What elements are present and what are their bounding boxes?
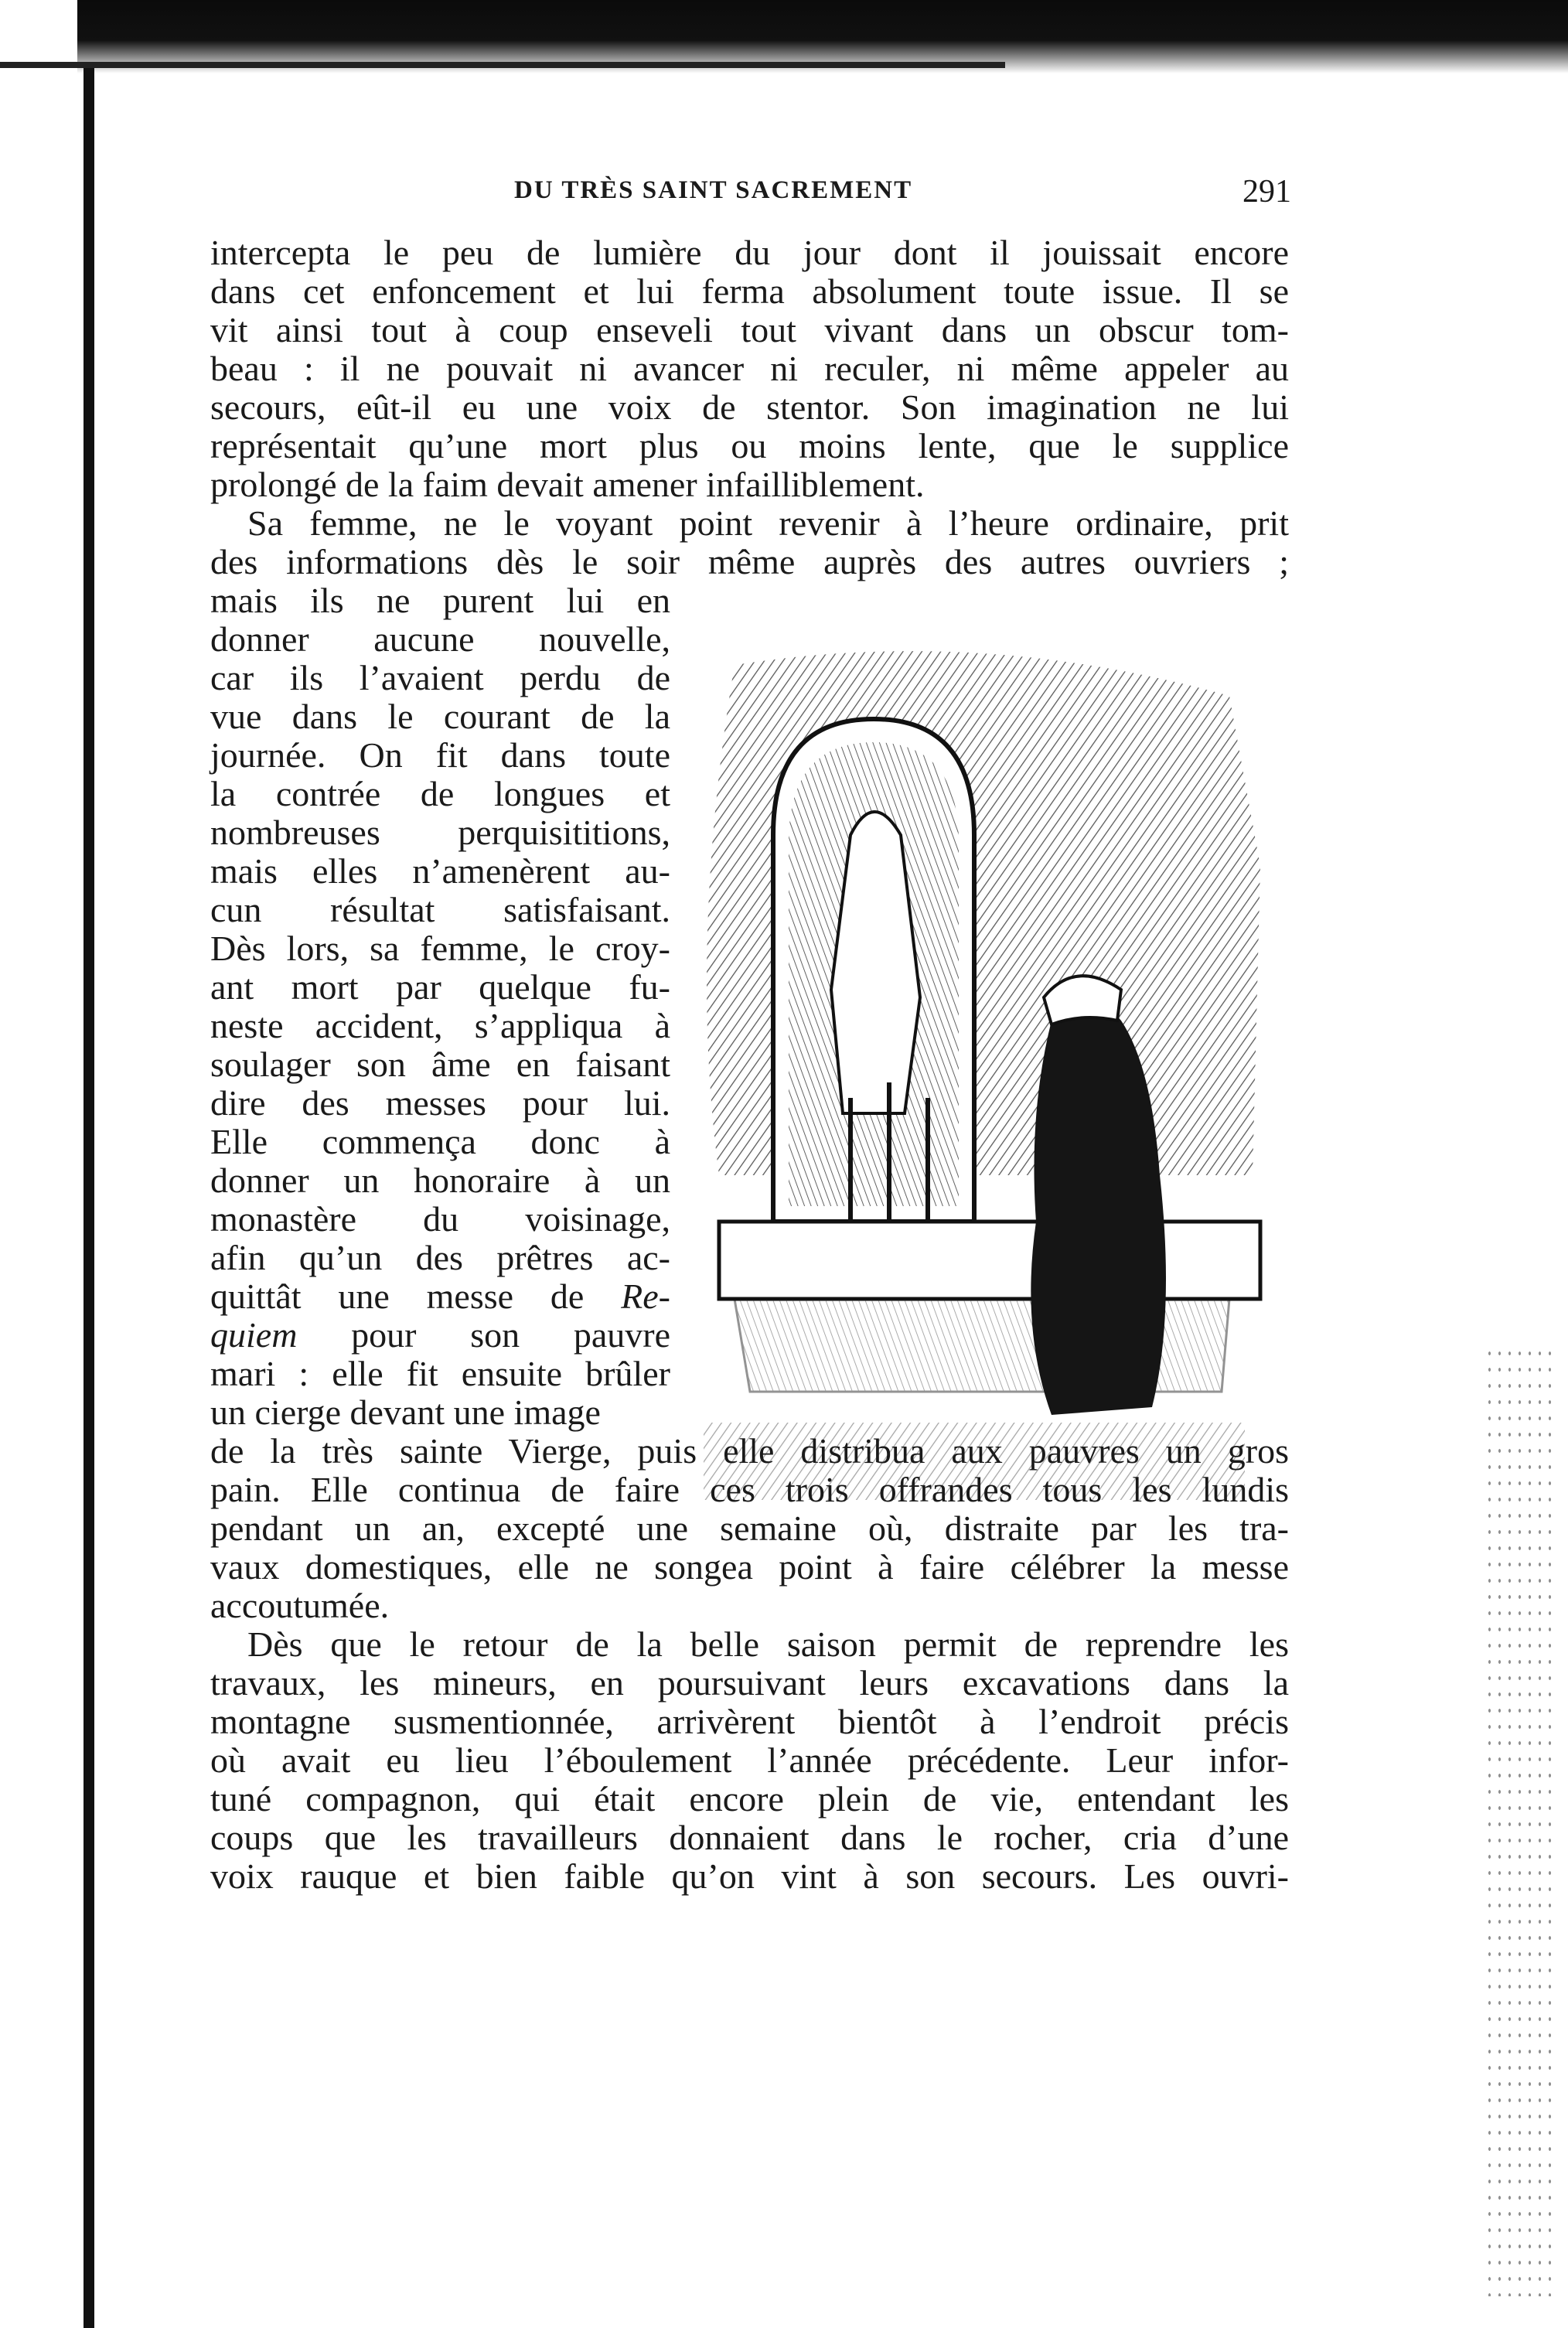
text-line: prolongé de la faim devait amener infailliblement.	[210, 465, 925, 504]
text-line: vaux domestiques, elle ne songea point à faire célébrer la messe	[210, 1547, 1289, 1587]
text-line: nombreuses perquisititions,	[210, 813, 670, 852]
text-line: mari : elle fit ensuite brûler	[210, 1354, 670, 1393]
text-line: mais elles n’amenèrent au-	[210, 851, 670, 891]
text-line: où avait eu lieu l’éboulement l’année précédente. Leur infor-	[210, 1740, 1289, 1780]
text-line: accoutumée.	[210, 1586, 390, 1625]
text-line: montagne susmentionnée, arrivèrent bientôt à l’endroit précis	[210, 1702, 1289, 1741]
text-line: donner aucune nouvelle,	[210, 619, 670, 659]
italic-word: quiem	[210, 1315, 298, 1355]
text-line: cun résultat satisfaisant.	[210, 890, 670, 929]
altar	[719, 1222, 1260, 1299]
text-line: intercepta le peu de lumière du jour dont il jouissait encore	[210, 233, 1289, 272]
text-line: mais ils ne purent lui en	[210, 581, 670, 620]
text-line: pain. Elle continua de faire ces trois offrandes tous les lundis	[210, 1470, 1289, 1509]
text-line: des informations dès le soir même auprès des autres ouvriers ;	[210, 542, 1289, 581]
running-title: DU TRÈS SAINT SACREMENT	[514, 176, 913, 204]
text-line: Sa femme, ne le voyant point revenir à l’heure ordinaire, prit	[247, 503, 1289, 543]
text-line: car ils l’avaient perdu de	[210, 658, 670, 697]
text-line: monastère du voisinage,	[210, 1199, 670, 1239]
text-line: travaux, les mineurs, en poursuivant leurs excavations dans la	[210, 1663, 1289, 1703]
text-line: soulager son âme en faisant	[210, 1045, 670, 1084]
scan-border-left	[84, 68, 94, 2328]
text-line: dire des messes pour lui.	[210, 1083, 670, 1123]
text-line: journée. On fit dans toute	[210, 735, 670, 775]
text-line: Dès lors, sa femme, le croy-	[210, 929, 670, 968]
text-line: donner un honoraire à un	[210, 1161, 670, 1200]
engraving-woman-praying	[688, 634, 1276, 1508]
text-line: représentait qu’une mort plus ou moins lente, que le supplice	[210, 426, 1289, 465]
page-header	[514, 176, 1291, 215]
text-line: secours, eût-il eu une voix de stentor. Son imagination ne lui	[210, 387, 1289, 427]
text-line: neste accident, s’appliqua à	[210, 1006, 670, 1045]
text-line: Elle commença donc à	[210, 1122, 670, 1161]
page-number: 291	[1242, 174, 1291, 210]
text-line: vit ainsi tout à coup enseveli tout vivant dans un obscur tom-	[210, 310, 1289, 349]
text-line: ant mort par quelque fu-	[210, 967, 670, 1007]
text-line: la contrée de longues et	[210, 774, 670, 813]
text-line: Dès que le retour de la belle saison permit de reprendre les	[247, 1624, 1289, 1664]
text-line: voix rauque et bien faible qu’on vint à son secours. Les ouvri-	[210, 1856, 1289, 1896]
scan-border-top-edge	[0, 62, 1005, 68]
text-line: pendant un an, excepté une semaine où, distraite par les tra-	[210, 1508, 1289, 1548]
steps	[704, 1423, 1245, 1500]
text-line: dans cet enfoncement et lui ferma absolument toute issue. Il se	[210, 271, 1289, 311]
text-line: de la très sainte Vierge, puis elle distribua aux pauvres un gros	[210, 1431, 1289, 1471]
scan-speckle-right	[1484, 1345, 1554, 2296]
text-line: vue dans le courant de la	[210, 697, 670, 736]
text-line: afin qu’un des prêtres ac-	[210, 1238, 670, 1277]
italic-word: Re-	[621, 1276, 670, 1316]
text-line: quiem pour son pauvre	[210, 1315, 670, 1355]
text-line: beau : il ne pouvait ni avancer ni reculer, ni même appeler au	[210, 349, 1289, 388]
text-line: coups que les travailleurs donnaient dans le rocher, cria d’une	[210, 1818, 1289, 1857]
text-line: tuné compagnon, qui était encore plein de vie, entendant les	[210, 1779, 1289, 1818]
text-line: un cierge devant une image	[210, 1392, 601, 1432]
text-line: quittât une messe de Re-	[210, 1276, 670, 1316]
